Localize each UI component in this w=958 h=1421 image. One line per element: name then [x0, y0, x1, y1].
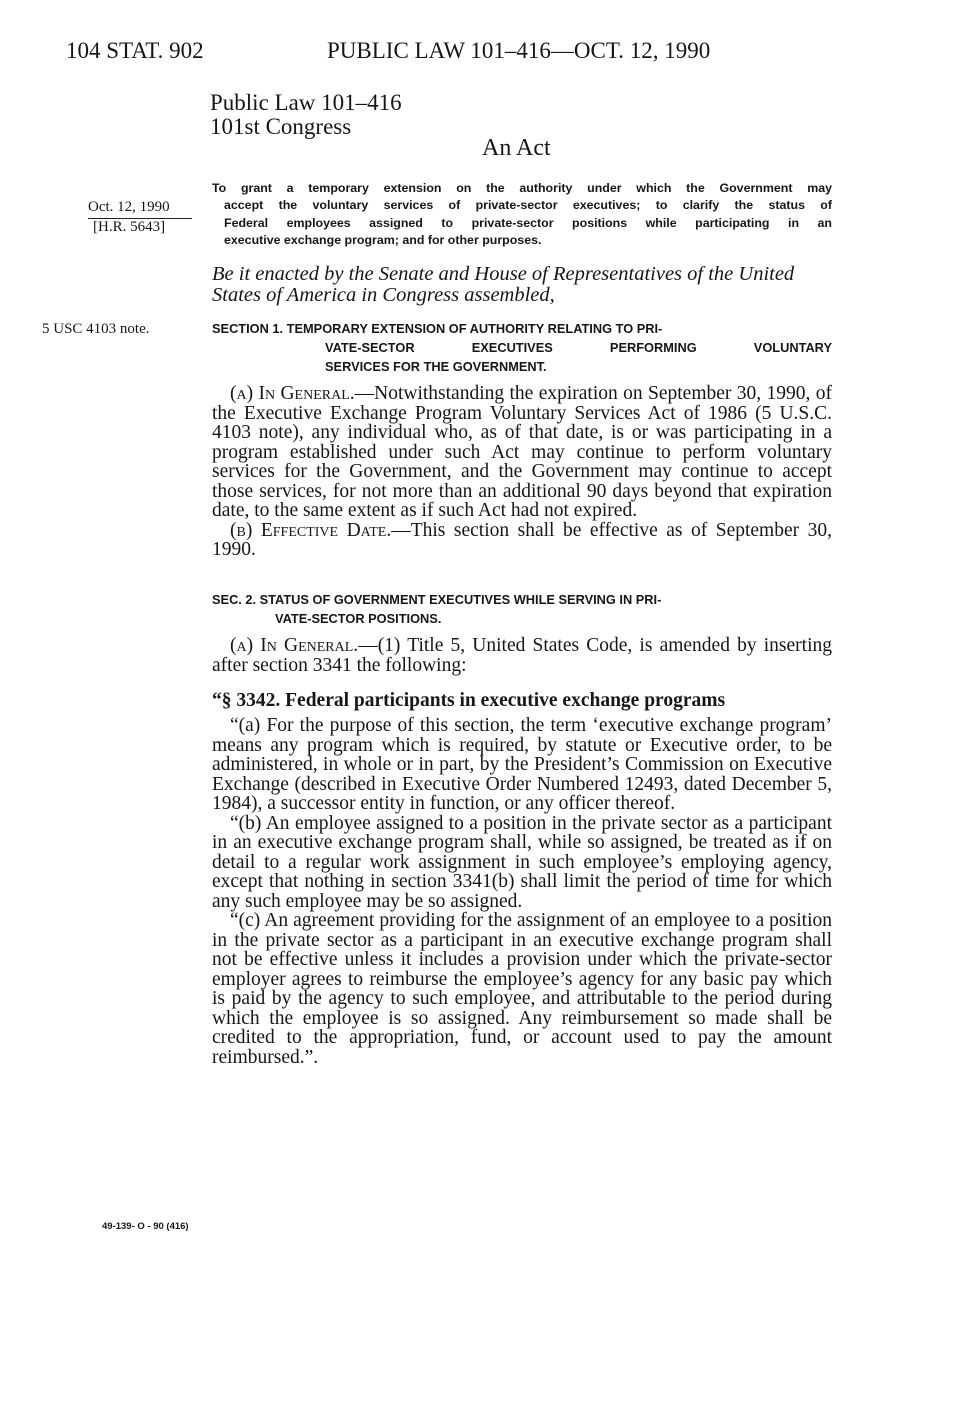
margin-date: Oct. 12, 1990 [88, 199, 170, 215]
section-1-heading-line: SERVICES FOR THE GOVERNMENT. [325, 359, 547, 374]
section-3342-body [212, 716, 832, 1067]
page-number: 104 STAT. 902 [66, 38, 204, 63]
purpose-line: accept the voluntary services of private-sector executives; to clarify the status of [224, 198, 832, 213]
subsection-text: —Notwithstanding the expiration on September 30, 1990, of the Executive Exchange Program Voluntary Services Act of 1986 (5 U.S.C. 4103 note), any individual who, as of that date, is or was participating in a program established under such Act may continue to perform voluntary services for the Government, and the Government may continue to accept those services, for not more than an additional 90 days beyond that expiration date, to the same extent as if such Act had not expired. [212, 383, 832, 521]
margin-bill: [H.R. 5643] [93, 219, 166, 235]
section-1-heading [212, 319, 832, 376]
section-2-heading-line: SEC. 2. STATUS OF GOVERNMENT EXECUTIVES WHILE SERVING IN PRI- [212, 592, 662, 607]
section-3342-b: “(b) An employee assigned to a position in the private sector as a participant in an executive exchange program shall, while so assigned, be treated as if on detail to a regular work assignment in such employee’s employing agency, except that nothing in section 3341(b) shall limit the period of time for which any such employee may be so assigned. [212, 812, 832, 912]
margin-citation: 5 USC 4103 note. [42, 321, 150, 337]
purpose-statement [212, 180, 832, 250]
section-1-a [212, 384, 832, 521]
enacting-clause: Be it enacted by the Senate and House of Representatives of the United States of America in Congress assembled, [212, 263, 795, 306]
print-code: 49-139- O - 90 (416) [102, 1221, 189, 1232]
subsection-heading: (b) Effective Date. [230, 519, 392, 541]
purpose-line: executive exchange program; and for other purposes. [224, 233, 542, 248]
law-number: Public Law 101–416 [210, 90, 402, 115]
purpose-line: Federal employees assigned to private-sector positions while participating in an [224, 215, 832, 230]
section-1-heading-line: VATE-SECTOR EXECUTIVES PERFORMING VOLUNTARY [325, 340, 832, 355]
subsection-heading: (a) In General. [230, 635, 359, 656]
section-1-body [212, 384, 832, 560]
section-1-heading-line: SECTION 1. TEMPORARY EXTENSION OF AUTHORITY RELATING TO PRI- [212, 321, 663, 336]
subsection-heading: (a) In General. [230, 383, 355, 404]
section-3342-c: “(c) An agreement providing for the assignment of an employee to a position in the private sector as a participant in an executive exchange program shall not be effective unless it includes a provision under which the private-sector employer agrees to reimburse the employee’s agency for any basic pay which is paid by the agency to such employee, and attributable to the period during which the employee is so assigned. Any reimbursement so made shall be credited to the appropriation, fund, or account used to pay the amount reimbursed.”. [212, 910, 832, 1068]
section-2-a [212, 636, 832, 675]
subsection-text: —(1) Title 5, United States Code, is amended by inserting after section 3341 the following: [212, 635, 833, 676]
section-3342-a: “(a) For the purpose of this section, the term ‘executive exchange program’ means any program which is required, by statute or Executive order, to be administered, in whole or in part, by the President’s Commission on Executive Exchange (described in Executive Order Numbered 12493, dated December 5, 1984), a successor entity in function, or any officer thereof. [212, 715, 832, 814]
section-2-body [212, 636, 832, 675]
act-title: An Act [482, 135, 551, 161]
section-3342-heading: “§ 3342. Federal participants in executive exchange programs [212, 690, 726, 711]
congress: 101st Congress [210, 114, 352, 139]
running-title: PUBLIC LAW 101–416—OCT. 12, 1990 [327, 38, 711, 63]
section-2-heading-line: VATE-SECTOR POSITIONS. [275, 611, 442, 626]
section-2-heading [212, 590, 832, 628]
subsection-text: —This section shall be effective as of September 30, 1990. [212, 519, 832, 560]
section-1-b [212, 521, 832, 560]
purpose-line: To grant a temporary extension on the authority under which the Government may [212, 181, 832, 195]
